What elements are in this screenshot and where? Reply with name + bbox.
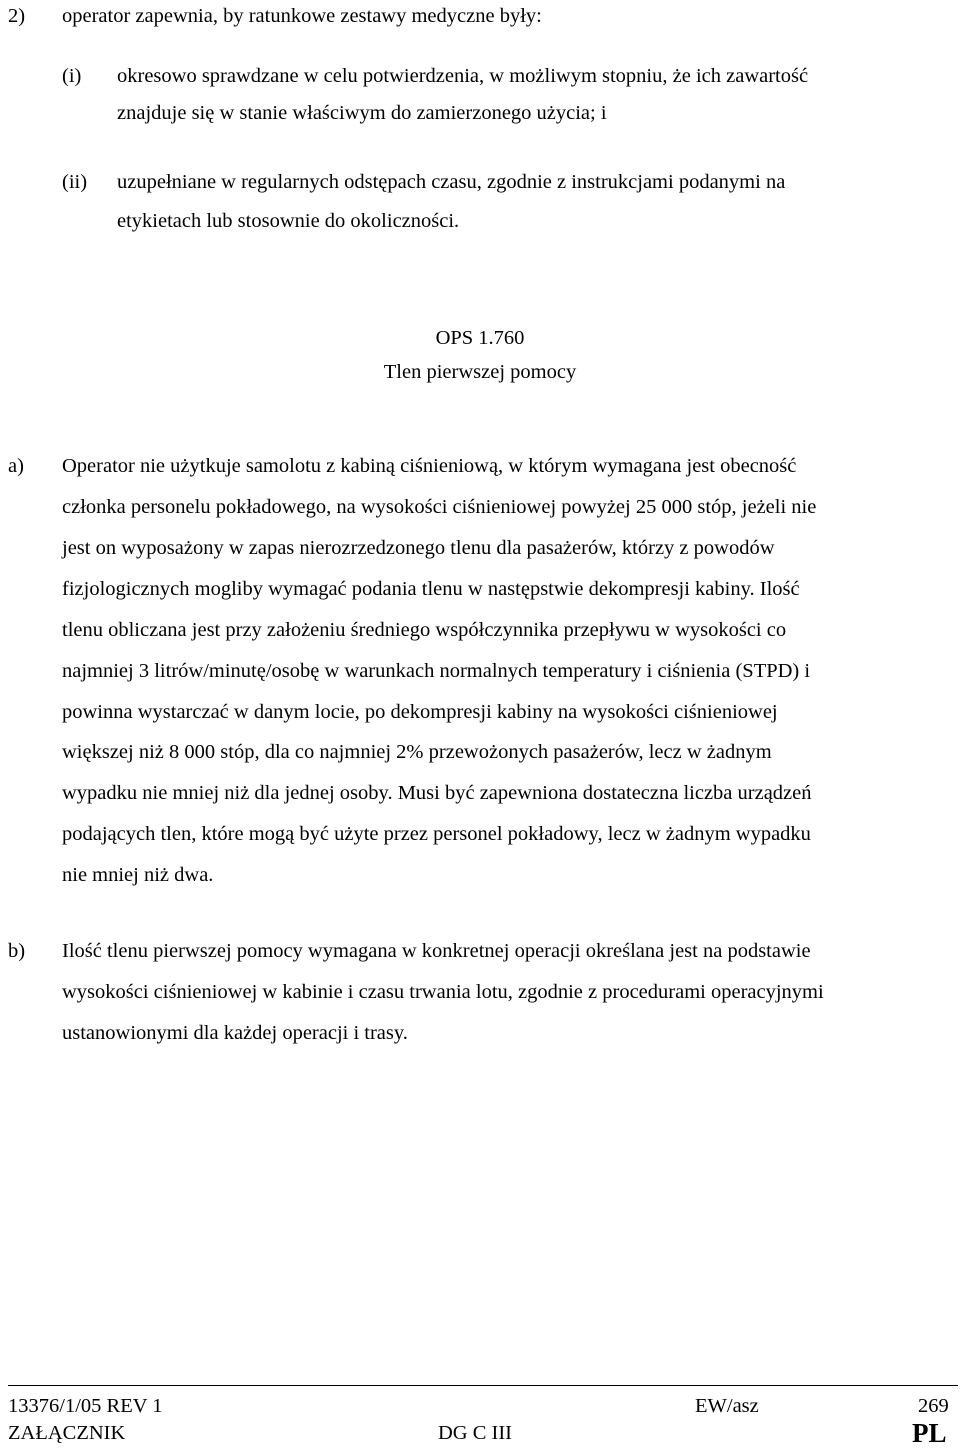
para-a-line: większej niż 8 000 stóp, dla co najmniej 2% przewożonych pasażerów, lecz w żadnym: [62, 741, 772, 763]
subitem-ii-line-2: etykietach lub stosownie do okoliczności.: [117, 210, 460, 232]
subitem-i-label: (i): [62, 65, 82, 87]
para-b-label: b): [8, 940, 26, 962]
footer-rule: [8, 1385, 958, 1386]
item-2-label: 2): [8, 5, 26, 27]
subitem-i-line-1: okresowo sprawdzane w celu potwierdzenia, w możliwym stopniu, że ich zawartość: [117, 65, 809, 87]
subitem-ii-label: (ii): [62, 171, 88, 193]
para-a-line: członka personelu pokładowego, na wysokości ciśnieniowej powyżej 25 000 stóp, jeżeli nie: [62, 496, 817, 518]
footer-page-number: 269: [918, 1395, 949, 1417]
para-a-line: Operator nie użytkuje samolotu z kabiną ciśnieniową, w którym wymagana jest obecność: [62, 455, 797, 477]
para-a-label: a): [8, 455, 24, 477]
para-a-line: tlenu obliczana jest przy założeniu średniego współczynnika przepływu w wysokości co: [62, 619, 787, 641]
para-a-line: nie mniej niż dwa.: [62, 864, 214, 886]
para-b-line: ustanowionymi dla każdej operacji i trasy.: [62, 1022, 408, 1044]
footer-dg: DG C III: [438, 1422, 513, 1444]
para-b-line: Ilość tlenu pierwszej pomocy wymagana w konkretnej operacji określana jest na podstawie: [62, 940, 811, 962]
footer-doc-ref: 13376/1/05 REV 1: [8, 1395, 163, 1417]
para-b-line: wysokości ciśnieniowej w kabinie i czasu trwania lotu, zgodnie z procedurami operacyjnymi: [62, 981, 824, 1003]
para-a-line: powinna wystarczać w danym locie, po dekompresji kabiny na wysokości ciśnieniowej: [62, 701, 778, 723]
footer-language-code: PL: [912, 1418, 947, 1448]
item-2-text: operator zapewnia, by ratunkowe zestawy medyczne były:: [62, 5, 542, 27]
para-a-line: fizjologicznych mogliby wymagać podania tlenu w następstwie dekompresji kabiny. Ilość: [62, 578, 800, 600]
section-number: OPS 1.760: [435, 327, 525, 349]
subitem-i-line-2: znajduje się w stanie właściwym do zamierzonego użycia; i: [117, 102, 607, 124]
footer-annex: ZAŁĄCZNIK: [8, 1422, 126, 1444]
footer-author: EW/asz: [695, 1395, 759, 1417]
para-a-line: wypadku nie mniej niż dla jednej osoby. Musi być zapewniona dostateczna liczba urządzeń: [62, 782, 812, 804]
para-a-line: najmniej 3 litrów/minutę/osobę w warunkach normalnych temperatury i ciśnienia (STPD) i: [62, 660, 811, 682]
para-a-line: podających tlen, które mogą być użyte przez personel pokładowy, lecz w żadnym wypadku: [62, 823, 811, 845]
section-title: Tlen pierwszej pomocy: [383, 361, 577, 383]
subitem-ii-line-1: uzupełniane w regularnych odstępach czasu, zgodnie z instrukcjami podanymi na: [117, 171, 786, 193]
para-a-line: jest on wyposażony w zapas nierozrzedzonego tlenu dla pasażerów, którzy z powodów: [62, 537, 775, 559]
